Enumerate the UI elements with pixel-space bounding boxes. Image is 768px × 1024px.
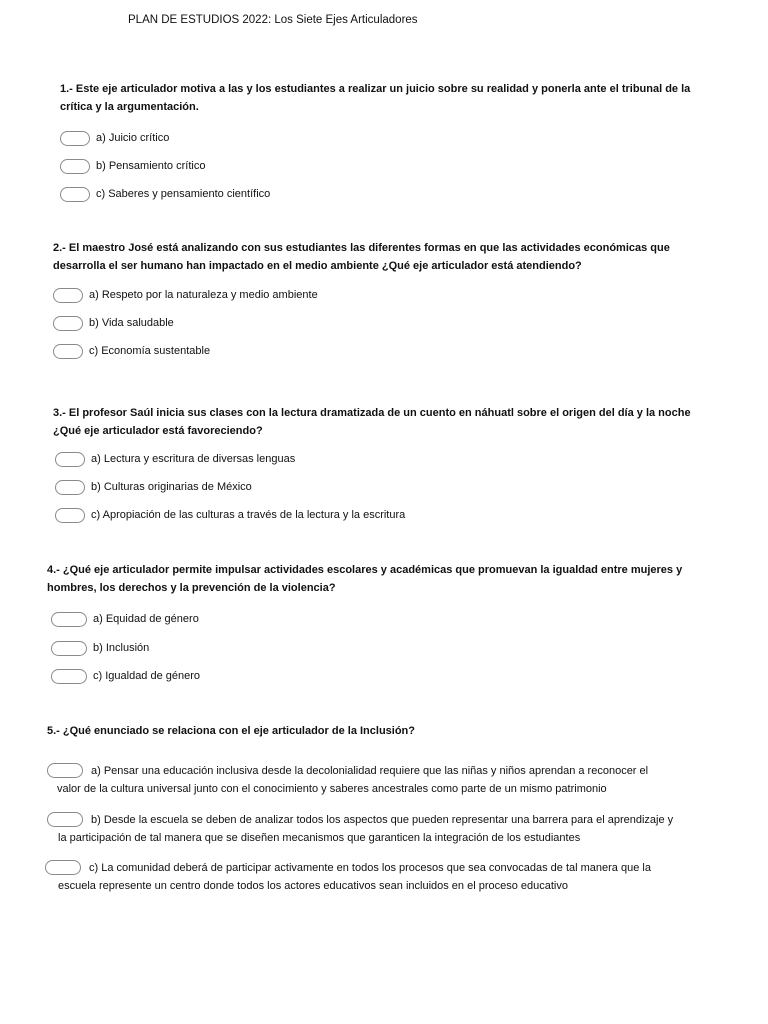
option-label-line2: escuela represente un centro donde todos los actores educativos sean incluidos en el proceso educativo <box>58 880 568 892</box>
option-label: c) Apropiación de las culturas a través de la lectura y la escritura <box>91 509 406 521</box>
option-label: b) Inclusión <box>93 642 150 654</box>
radio-button[interactable] <box>45 860 81 875</box>
option-label-line1: c) La comunidad deberá de participar activamente en todos los procesos que sea convocadas de tal manera que la <box>89 862 651 874</box>
radio-button[interactable] <box>55 508 85 523</box>
radio-button[interactable] <box>51 641 87 656</box>
radio-button[interactable] <box>47 812 83 827</box>
radio-button[interactable] <box>51 612 87 627</box>
radio-button[interactable] <box>47 763 83 778</box>
radio-button[interactable] <box>53 344 83 359</box>
radio-button[interactable] <box>53 288 83 303</box>
option-label: a) Juicio crítico <box>96 132 170 144</box>
question-1-option-a[interactable] <box>60 129 169 147</box>
option-label: c) Economía sustentable <box>89 345 211 357</box>
radio-button[interactable] <box>55 480 85 495</box>
question-3-option-c[interactable] <box>55 506 405 524</box>
document-title: PLAN DE ESTUDIOS 2022: Los Siete Ejes Articuladores <box>128 14 418 26</box>
option-label: a) Lectura y escritura de diversas lenguas <box>91 453 296 465</box>
question-4-text: 4.- ¿Qué eje articulador permite impulsar actividades escolares y académicas que promuevan la igualdad entre mujeres y hombres, los derechos y la prevención de la violencia? <box>47 564 683 594</box>
question-3-option-b[interactable] <box>55 478 252 496</box>
question-2-text: 2.- El maestro José está analizando con sus estudiantes las diferentes formas en que las actividades económicas que desarrolla el ser humano han impactado en el medio ambiente ¿Qué eje articulador está atendiendo? <box>53 242 670 272</box>
option-label: a) Equidad de género <box>93 613 199 625</box>
question-1-text: 1.- Este eje articulador motiva a las y los estudiantes a realizar un juicio sobre su realidad y ponerla ante el tribunal de la crítica y la argumentación. <box>60 83 691 113</box>
radio-button[interactable] <box>60 159 90 174</box>
radio-button[interactable] <box>55 452 85 467</box>
question-2-option-b[interactable] <box>53 314 174 332</box>
option-label-line1: a) Pensar una educación inclusiva desde la decolonialidad requiere que las niñas y niños aprendan a reconocer el <box>91 765 649 777</box>
question-2-option-a[interactable] <box>53 286 318 304</box>
radio-button[interactable] <box>53 316 83 331</box>
option-label: b) Pensamiento crítico <box>96 160 206 172</box>
question-4-option-a[interactable] <box>51 610 199 628</box>
option-label-line2: valor de la cultura universal junto con el conocimiento y saberes ancestrales como parte de un mismo patrimonio <box>57 783 607 795</box>
question-1-option-c[interactable] <box>60 185 270 203</box>
radio-button[interactable] <box>60 131 90 146</box>
option-label-line2: la participación de tal manera que se diseñen mecanismos que garanticen la integración de los estudiantes <box>58 832 581 844</box>
option-label: c) Saberes y pensamiento científico <box>96 188 271 200</box>
question-5-text: 5.- ¿Qué enunciado se relaciona con el eje articulador de la Inclusión? <box>47 725 415 737</box>
question-4-option-c[interactable] <box>51 667 200 685</box>
option-label: c) Igualdad de género <box>93 670 201 682</box>
option-label-line1: b) Desde la escuela se deben de analizar todos los aspectos que pueden representar una barrera para el aprendizaje y <box>91 814 674 826</box>
question-4-option-b[interactable] <box>51 639 149 657</box>
option-label: a) Respeto por la naturaleza y medio ambiente <box>89 289 318 301</box>
question-1-option-b[interactable] <box>60 157 205 175</box>
radio-button[interactable] <box>51 669 87 684</box>
question-2-option-c[interactable] <box>53 342 210 360</box>
radio-button[interactable] <box>60 187 90 202</box>
option-label: b) Vida saludable <box>89 317 174 329</box>
question-3-text: 3.- El profesor Saúl inicia sus clases con la lectura dramatizada de un cuento en náhuatl sobre el origen del día y la noche ¿Qué eje articulador está favoreciendo? <box>53 407 691 437</box>
question-3-option-a[interactable] <box>55 450 295 468</box>
option-label: b) Culturas originarias de México <box>91 481 252 493</box>
